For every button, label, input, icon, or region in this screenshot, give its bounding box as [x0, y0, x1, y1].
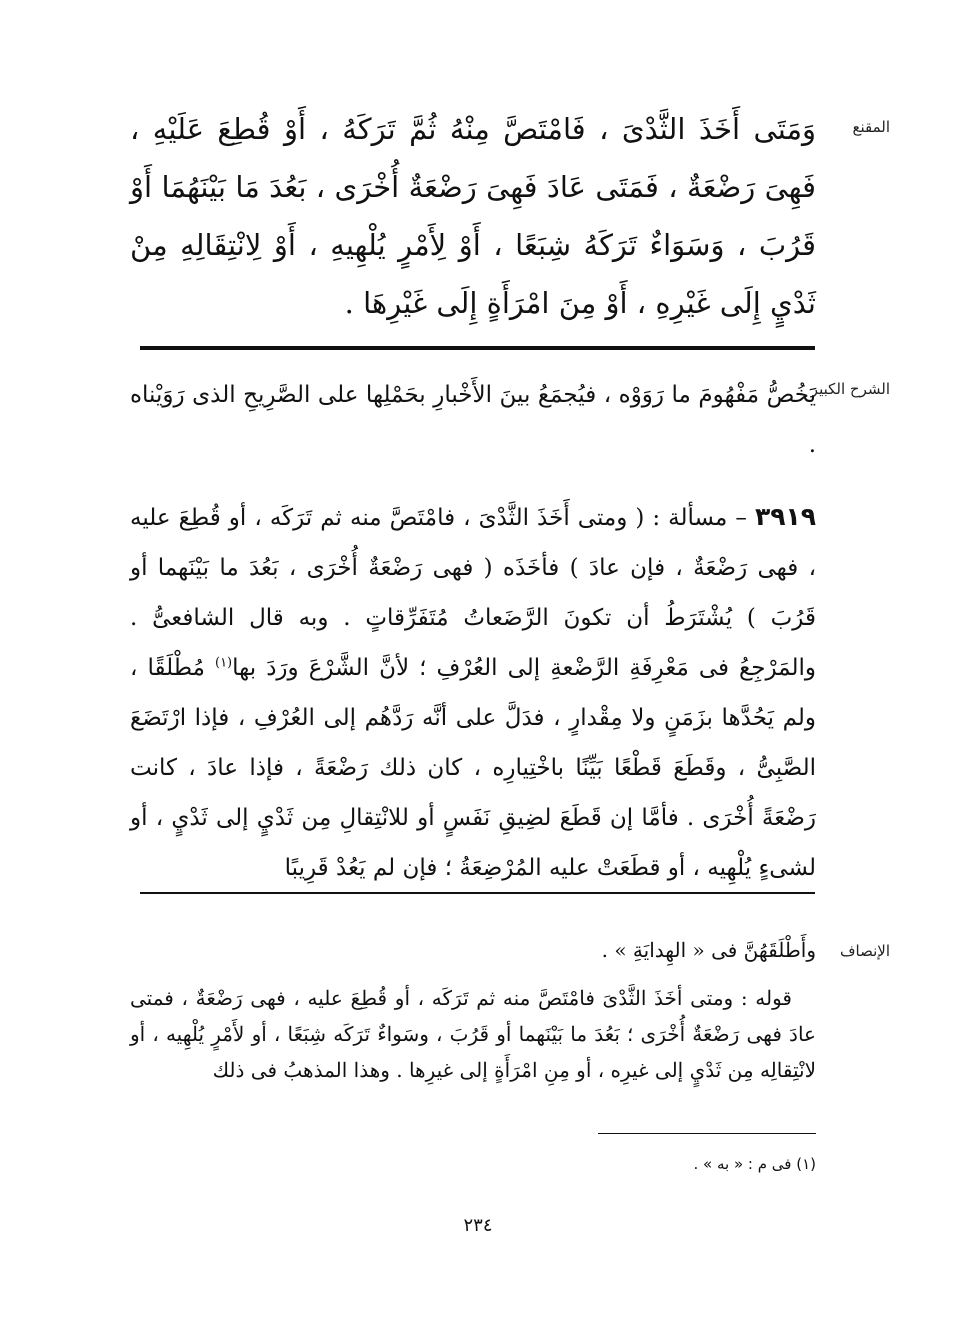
masala-number: ٣٩١٩ — [754, 502, 816, 531]
muqni-label: المقنع — [852, 118, 890, 136]
masala-text-continued: مُطْلَقًا ، ولم يَحُدَّها بزَمَنٍ ولا مِقْدارٍ ، فدَلَّ على أنَّه رَدَّهُم إلى العُرْفِ ، فإذا ارْتَضَعَ الصَّبِىُّ ، وقَطَعَ قَطْعًا بَيِّنًا باخْتِيارِه ، كان ذلك رَضْعَةً ، فإذا عادَ ، كانت رَضْعَةً أُخْرَى . فأمَّا إن قَطَعَ لضِيقِ نَفَسٍ أو للانْتِقالِ مِن ثَدْيٍ إلى ثَدْيٍ ، أو لشىءٍ يُلْهِيه ، أو قطَعَتْ عليه المُرْضِعَةُ ؛ فإن لم يَعُدْ قَرِيبًا — [130, 655, 816, 881]
masala-text: – مسألة : ( ومتى أَخَذَ الثَّدْىَ ، فامْتَصَّ منه ثم تَرَكَه ، أو قُطِعَ عليه ، فهى رَضْعَةٌ ، فإن عادَ ) فأخَذَه ( فهى رَضْعَةٌ أُخْرَى ، بَعُدَ ما بَيْنَهما أو قَرُبَ ) يُشْتَرَطُ أن تكونَ الرَّضَعاتُ مُتَفَرِّقاتٍ . وبه قال الشافعىُّ . والمَرْجِعُ فى مَعْرِفَةِ الرَّضْعةِ إلى العُرْفِ ؛ لأنَّ الشَّرْعَ ورَدَ بها — [130, 505, 816, 681]
section-divider — [140, 892, 815, 894]
muqni-text: وَمَتَى أَخَذَ الثَّدْىَ ، فَامْتَصَّ مِنْهُ ثُمَّ تَرَكَهُ ، أَوْ قُطِعَ عَلَيْهِ ، فَهِىَ رَضْعَةٌ ، فَمَتَى عَادَ فَهِىَ رَضْعَةٌ أُخْرَى ، بَعُدَ مَا بَيْنَهُمَا أَوْ قَرُبَ ، وَسَوَاءٌ تَرَكَهُ شِبَعًا ، أَوْ لِأَمْرٍ يُلْهِيهِ ، أَوْ لِانْتِقَالِهِ مِنْ ثَدْيٍ إِلَى غَيْرِهِ ، أَوْ مِنَ امْرَأَةٍ إِلَى غَيْرِهَا . — [130, 112, 816, 320]
footnote-marker[interactable]: (١) — [214, 655, 233, 671]
muqni-text-block — [130, 100, 816, 332]
footnote-divider — [598, 1133, 816, 1134]
page-number: ٢٣٤ — [463, 1215, 493, 1236]
footnote: (١) فى م : « به » . — [693, 1155, 816, 1173]
insaf-label: الإنصاف — [839, 942, 890, 960]
sharh-label: الشرح الكبير — [810, 380, 890, 398]
insaf-lead: وأَطْلَقَهُنَّ فى « الهِدايَةِ » . — [601, 938, 816, 962]
sharh-text-block — [130, 370, 816, 893]
insaf-body: قوله : ومتى أخَذَ الثَّدْىَ فامْتَصَّ منه ثم تَرَكَه ، أو قُطِعَ عليه ، فهى رَضْعَةٌ ، فمتى عادَ فهى رَضْعَةٌ أُخْرَى ؛ بَعُدَ ما بَيْنَهما أو قَرُبَ ، وسَواءٌ تَرَكَه شِبَعًا ، أو لأَمْرٍ يُلْهِيه ، أو لانْتِقالِه مِن ثَدْيٍ إلى غيرِه ، أو مِنِ امْرَأَةٍ إلى غيرِها . وهذا المذهبُ فى ذلك — [130, 986, 816, 1082]
sharh-intro: يَخُصُّ مَفْهُومَ ما رَوَوْه ، فيُجمَعُ بينَ الأَخْبارِ بحَمْلِها على الصَّرِيحِ الذى رَوَيْناه . — [130, 382, 816, 458]
masala-paragraph — [130, 492, 816, 893]
section-divider — [140, 346, 815, 350]
insaf-text-block — [130, 932, 816, 1088]
